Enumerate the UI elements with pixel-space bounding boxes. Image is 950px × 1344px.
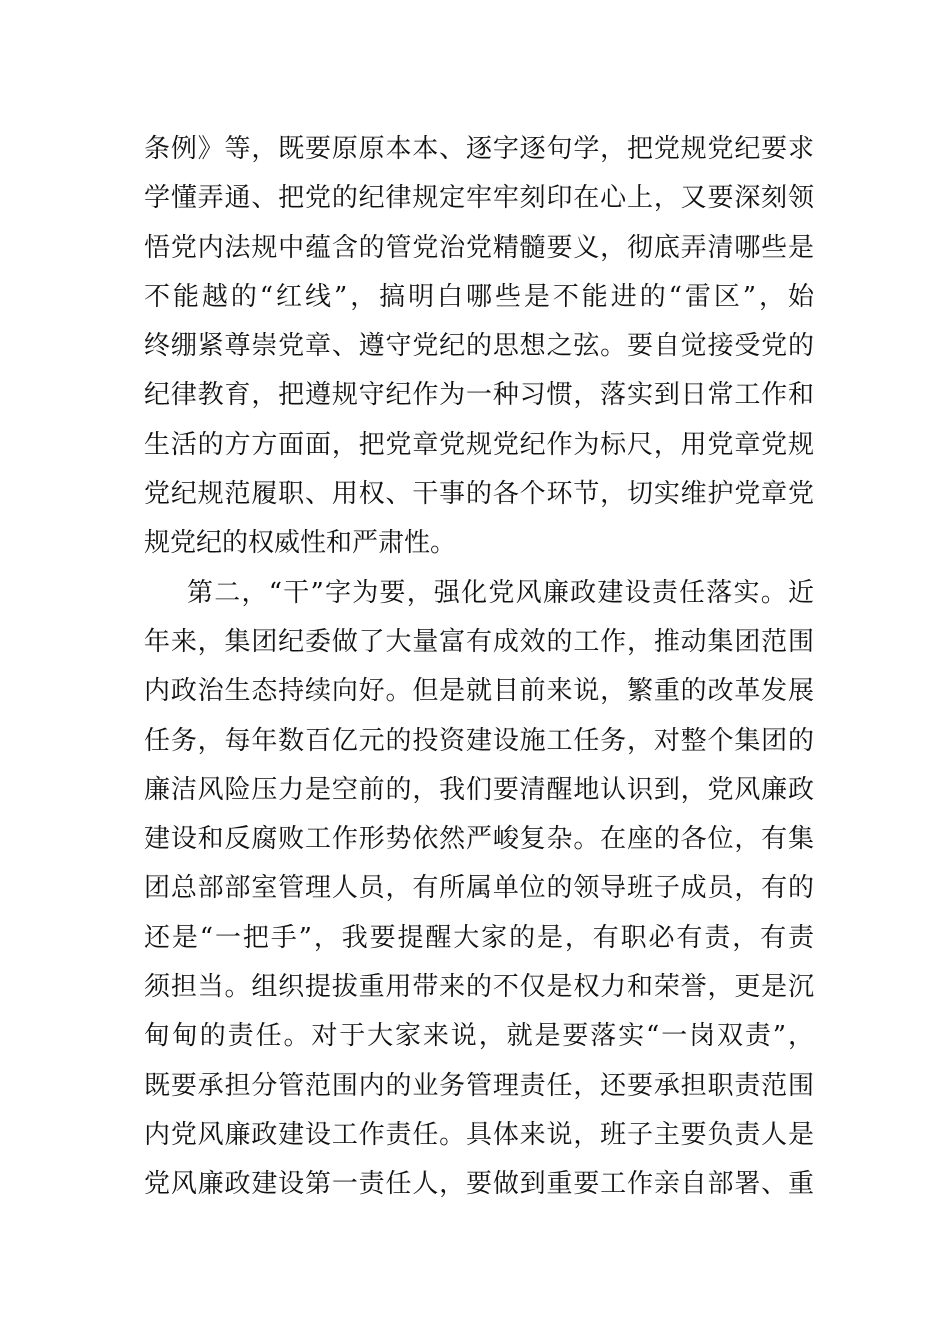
text-line: 内政治生态持续向好。但是就目前来说，繁重的改革发展 [144, 676, 814, 707]
text-line: 党纪规范履职、用权、干事的各个环节，切实维护党章党 [144, 479, 814, 510]
text-line: 建设和反腐败工作形势依然严峻复杂。在座的各位，有集 [144, 824, 814, 855]
text-line: 生活的方方面面，把党章党规党纪作为标尺，用党章党规 [144, 429, 814, 460]
text-line: 不能越的“红线”，搞明白哪些是不能进的“雷区”，始 [144, 281, 814, 312]
text-line: 党风廉政建设第一责任人，要做到重要工作亲自部署、重 [144, 1169, 814, 1200]
text-line: 纪律教育，把遵规守纪作为一种习惯，落实到日常工作和 [144, 380, 814, 411]
text-line: 学懂弄通、把党的纪律规定牢牢刻印在心上，又要深刻领 [144, 183, 814, 214]
document-body [144, 125, 814, 1210]
text-line: 须担当。组织提拔重用带来的不仅是权力和荣誉，更是沉 [144, 972, 814, 1003]
text-line: 悟党内法规中蕴含的管党治党精髓要义，彻底弄清哪些是 [144, 232, 814, 263]
text-line: 条例》等，既要原原本本、逐字逐句学，把党规党纪要求 [144, 134, 814, 164]
text-line: 任务，每年数百亿元的投资建设施工任务，对整个集团的 [144, 725, 814, 756]
text-line: 还是“一把手”，我要提醒大家的是，有职必有责，有责 [144, 922, 814, 953]
text-line: 既要承担分管范围内的业务管理责任，还要承担职责范围 [144, 1070, 814, 1101]
paragraph-end-line: 规党纪的权威性和严肃性。 [144, 528, 457, 559]
text-line: 年来，集团纪委做了大量富有成效的工作，推动集团范围 [144, 626, 814, 657]
paragraph-start-line: 第二，“干”字为要，强化党风廉政建设责任落实。近 [187, 577, 814, 608]
text-line: 甸甸的责任。对于大家来说，就是要落实“一岗双责”， [144, 1021, 814, 1052]
text-line: 团总部部室管理人员，有所属单位的领导班子成员，有的 [144, 873, 814, 904]
text-line: 廉洁风险压力是空前的，我们要清醒地认识到，党风廉政 [144, 774, 814, 805]
text-line: 终绷紧尊崇党章、遵守党纪的思想之弦。要自觉接受党的 [144, 331, 814, 362]
text-line: 内党风廉政建设工作责任。具体来说，班子主要负责人是 [144, 1119, 814, 1150]
